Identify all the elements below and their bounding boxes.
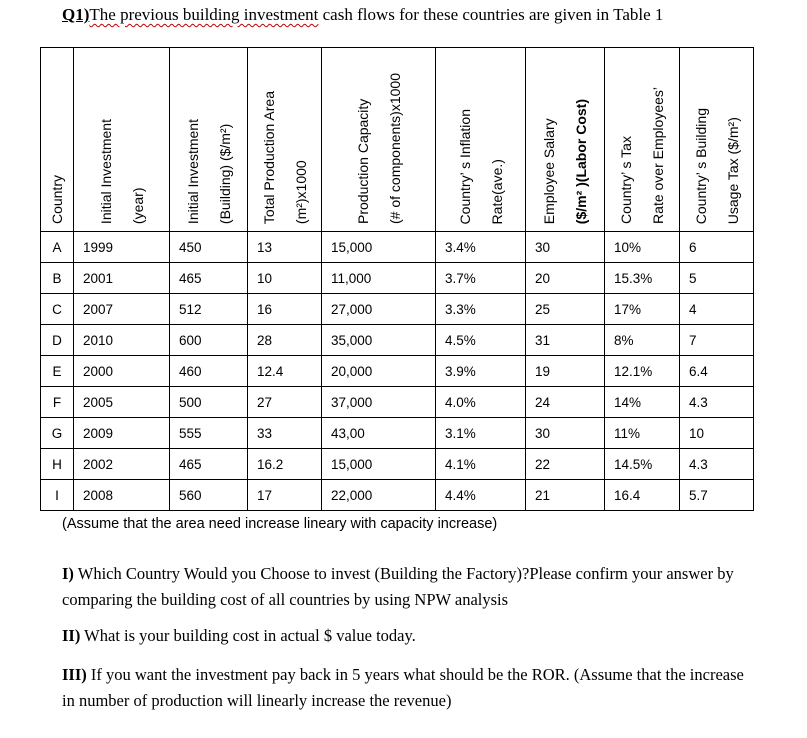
table-cell: 5.7: [680, 480, 754, 511]
table-cell: 512: [170, 294, 248, 325]
header-tax-rate: Country’ s Tax Rate over Employees’: [605, 48, 680, 232]
table-cell: 3.7%: [436, 263, 526, 294]
country-cell: I: [41, 480, 74, 511]
table-cell: 11,000: [322, 263, 436, 294]
table-cell: 3.9%: [436, 356, 526, 387]
table-cell: 37,000: [322, 387, 436, 418]
header-employee-salary: Employee Salary ($/m² )(Labor Cost): [526, 48, 605, 232]
table-cell: 15.3%: [605, 263, 680, 294]
table-cell: 465: [170, 263, 248, 294]
table-cell: 27: [248, 387, 322, 418]
table-cell: 600: [170, 325, 248, 356]
table-cell: 19: [526, 356, 605, 387]
table-cell: 14%: [605, 387, 680, 418]
question-i: I) Which Country Would you Choose to invest (Building the Factory)?Please confirm your answer by comparing the building cost of all countries by using NPW analysis: [62, 564, 734, 609]
title-rest-text: cash flows for these countries are given in Table 1: [318, 5, 664, 24]
table-cell: 12.1%: [605, 356, 680, 387]
table-cell: 3.1%: [436, 418, 526, 449]
table-cell: 8%: [605, 325, 680, 356]
country-cell: E: [41, 356, 74, 387]
title-underlined-text: The previous building investment: [89, 5, 319, 24]
table-cell: 2010: [74, 325, 170, 356]
table-cell: 25: [526, 294, 605, 325]
table-row: [41, 418, 754, 449]
table-row: [41, 449, 754, 480]
table-cell: 16.2: [248, 449, 322, 480]
table-cell: 4.3: [680, 449, 754, 480]
country-cell: H: [41, 449, 74, 480]
table-cell: 14.5%: [605, 449, 680, 480]
table-row: [41, 232, 754, 263]
country-cell: A: [41, 232, 74, 263]
table-cell: 555: [170, 418, 248, 449]
table-cell: 4.3: [680, 387, 754, 418]
table-cell: 17: [248, 480, 322, 511]
table-cell: 15,000: [322, 232, 436, 263]
question-number: Q1): [62, 5, 90, 24]
table-cell: 22,000: [322, 480, 436, 511]
table-body: [41, 232, 754, 511]
table-cell: 7: [680, 325, 754, 356]
country-cell: G: [41, 418, 74, 449]
table-cell: 4.0%: [436, 387, 526, 418]
table-cell: 1999: [74, 232, 170, 263]
table-cell: 6.4: [680, 356, 754, 387]
table-cell: 5: [680, 263, 754, 294]
table-cell: 2001: [74, 263, 170, 294]
table-cell: 3.3%: [436, 294, 526, 325]
header-country: Country: [41, 48, 74, 232]
table-cell: 10%: [605, 232, 680, 263]
table-row: [41, 356, 754, 387]
table-cell: 2009: [74, 418, 170, 449]
header-production-capacity: Production Capacity (# of components)x1000: [322, 48, 436, 232]
table-cell: 13: [248, 232, 322, 263]
table-row: [41, 325, 754, 356]
assumption-note: (Assume that the area need increase lineary with capacity increase): [62, 516, 498, 532]
table-cell: 43,00: [322, 418, 436, 449]
table-cell: 28: [248, 325, 322, 356]
country-cell: C: [41, 294, 74, 325]
table-cell: 30: [526, 232, 605, 263]
table-cell: 2000: [74, 356, 170, 387]
country-cell: B: [41, 263, 74, 294]
header-total-production-area: Total Production Area (m²)x1000: [248, 48, 322, 232]
header-building-usage-tax: Country’ s Building Usage Tax ($/m²): [680, 48, 754, 232]
table-cell: 33: [248, 418, 322, 449]
question-title: [62, 5, 663, 25]
table-cell: 6: [680, 232, 754, 263]
header-initial-investment-year: Initial Investment (year): [74, 48, 170, 232]
table-cell: 21: [526, 480, 605, 511]
question-iii: III) If you want the investment pay back in 5 years what should be the ROR. (Assume that the increase in number of production will linearly increase the revenue): [62, 665, 744, 710]
table-cell: 31: [526, 325, 605, 356]
table-cell: 17%: [605, 294, 680, 325]
table-cell: 4.5%: [436, 325, 526, 356]
table-cell: 30: [526, 418, 605, 449]
investment-table: [40, 47, 754, 511]
table-row: [41, 263, 754, 294]
table-cell: 12.4: [248, 356, 322, 387]
table-cell: 15,000: [322, 449, 436, 480]
table-cell: 2005: [74, 387, 170, 418]
table-cell: 16.4: [605, 480, 680, 511]
table-cell: 20: [526, 263, 605, 294]
table-cell: 35,000: [322, 325, 436, 356]
table-cell: 3.4%: [436, 232, 526, 263]
header-initial-investment-building: Initial Investment (Building) ($/m²): [170, 48, 248, 232]
table-cell: 10: [680, 418, 754, 449]
table-cell: 4.1%: [436, 449, 526, 480]
table-cell: 460: [170, 356, 248, 387]
table-cell: 4: [680, 294, 754, 325]
table-row: [41, 387, 754, 418]
table-cell: 2007: [74, 294, 170, 325]
table-cell: 2008: [74, 480, 170, 511]
country-cell: D: [41, 325, 74, 356]
table-cell: 4.4%: [436, 480, 526, 511]
table-cell: 450: [170, 232, 248, 263]
table-cell: 11%: [605, 418, 680, 449]
table-cell: 27,000: [322, 294, 436, 325]
header-inflation-rate: Country’ s Inflation Rate(ave.): [436, 48, 526, 232]
table-row: [41, 480, 754, 511]
table-cell: 500: [170, 387, 248, 418]
table-cell: 20,000: [322, 356, 436, 387]
table-cell: 24: [526, 387, 605, 418]
table-row: [41, 294, 754, 325]
table-cell: 2002: [74, 449, 170, 480]
table-cell: 560: [170, 480, 248, 511]
country-cell: F: [41, 387, 74, 418]
question-ii: II) What is your building cost in actual $ value today.: [62, 626, 416, 645]
table-header-row: [41, 48, 754, 232]
table-cell: 465: [170, 449, 248, 480]
table-cell: 22: [526, 449, 605, 480]
table-cell: 10: [248, 263, 322, 294]
table-cell: 16: [248, 294, 322, 325]
